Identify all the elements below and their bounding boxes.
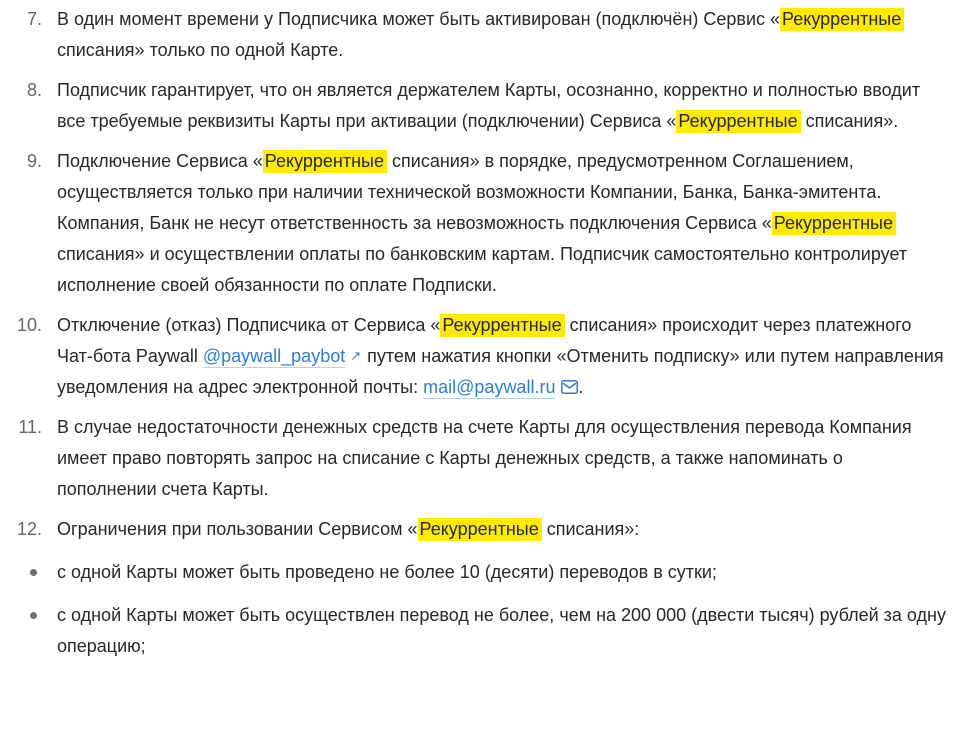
item-text — [57, 310, 946, 403]
list-item — [0, 75, 946, 137]
bullet-text — [57, 600, 946, 662]
list-item — [0, 514, 946, 545]
text-run: . — [578, 377, 584, 397]
item-text — [57, 146, 946, 301]
search-highlight: Рекуррентные — [440, 314, 564, 337]
list-item — [0, 310, 946, 403]
bullet-marker-cell — [0, 600, 57, 662]
item-number: 11. — [18, 417, 42, 437]
text-run: с одной Карты может быть проведено не более 10 (десяти) переводов в сутки; — [57, 562, 717, 582]
search-highlight: Рекуррентные — [772, 212, 896, 235]
search-highlight: Рекуррентные — [780, 8, 904, 31]
item-text — [57, 75, 946, 137]
bullet-text — [57, 557, 946, 588]
item-number: 12. — [16, 519, 42, 539]
bullet-item — [0, 557, 946, 588]
list-item — [0, 4, 946, 66]
text-run: В случае недостаточности денежных средств на счете Карты для осуществления перевода Компания имеет право повторять запрос на списание с Карты денежных средств, а также напоминать о пополнении счета Карты. — [57, 417, 912, 499]
search-highlight: Рекуррентные — [676, 110, 800, 133]
item-number: 10. — [16, 315, 42, 335]
envelope-icon — [561, 372, 578, 403]
item-text — [57, 412, 946, 505]
text-run: списания» в порядке, предусмотренном Соглашением, осуществляется только при наличии технической возможности Компании, Банка, Банка-эмитента. Компания, Банк не несут ответственность за невозможность подключения Сервиса « — [57, 151, 882, 233]
link-text: mail@paywall.ru — [423, 377, 556, 397]
item-number: 7. — [26, 9, 42, 29]
text-run: списания» и осуществлении оплаты по банковским картам. Подписчик самостоятельно контролирует исполнение своей обязанности по оплате Подписки. — [57, 244, 908, 295]
item-number: 8. — [26, 80, 42, 100]
bullet-list — [0, 557, 946, 662]
telegram-bot-link[interactable] — [203, 346, 362, 366]
text-run: списания»: — [541, 519, 640, 539]
text-run: В один момент времени у Подписчика может быть активирован (подключён) Сервис « — [57, 9, 781, 29]
text-run: Ограничения при пользовании Сервисом « — [57, 519, 418, 539]
text-run: с одной Карты может быть осуществлен перевод не более, чем на 200 000 (двести тысяч) рублей за одну операцию; — [57, 605, 946, 656]
ordered-list — [0, 4, 946, 545]
bullet-icon — [30, 569, 37, 576]
email-link[interactable] — [423, 377, 578, 397]
list-item — [0, 146, 946, 301]
item-text — [57, 514, 946, 545]
link-text: @paywall_paybot — [202, 346, 346, 366]
item-number: 9. — [26, 151, 42, 171]
list-item — [0, 412, 946, 505]
search-highlight: Рекуррентные — [263, 150, 387, 173]
bullet-item — [0, 600, 946, 662]
search-highlight: Рекуррентные — [418, 518, 542, 541]
text-run: списания». — [800, 111, 899, 131]
text-run: Подключение Сервиса « — [57, 151, 263, 171]
external-link-icon: ↗ — [350, 348, 362, 363]
text-run: списания» только по одной Карте. — [57, 40, 344, 60]
text-run: путем нажатия кнопки «Отменить подписку» или путем направления уведомления на адрес электронной почты: — [57, 346, 944, 397]
text-run: списания» происходит через платежного Чат-бота Paywall — [57, 315, 912, 366]
text-run: Подписчик гарантирует, что он является держателем Карты, осознанно, корректно и полностью вводит все требуемые реквизиты Карты при активации (подключении) Сервиса « — [57, 80, 921, 131]
item-text — [57, 4, 946, 66]
bullet-icon — [30, 612, 37, 619]
bullet-marker-cell — [0, 557, 57, 588]
text-run: Отключение (отказ) Подписчика от Сервиса « — [57, 315, 441, 335]
